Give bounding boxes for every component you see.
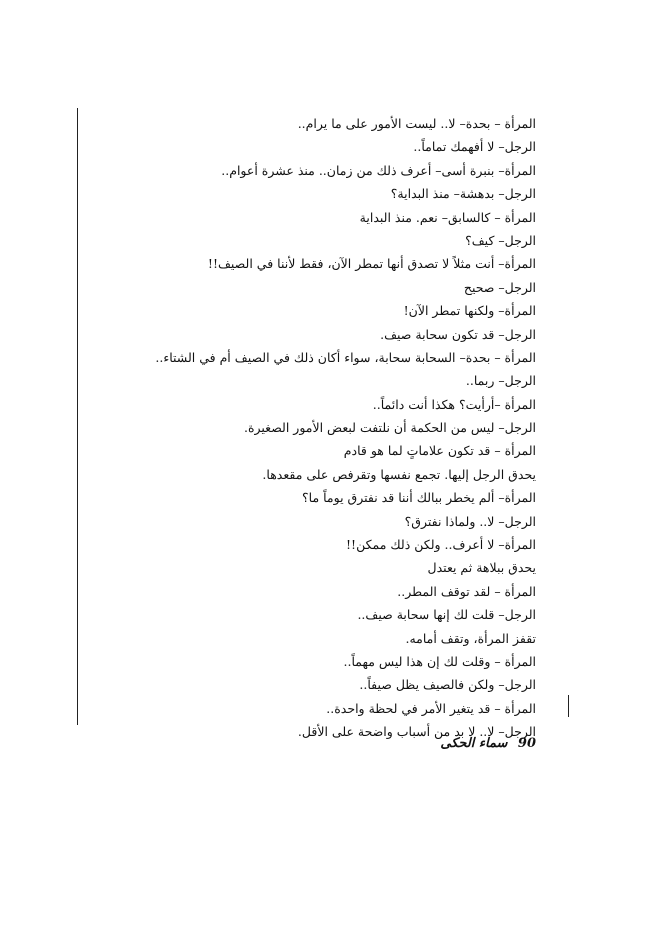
dialogue-line: المرأة – قد تكون علاماتٍ لما هو قادم (343, 443, 536, 459)
dialogue-line: المرأة– ألم يخطر ببالك أننا قد نفترق يوماً ما؟ (302, 490, 536, 506)
dialogue-line: المرأة– لا أعرف.. ولكن ذلك ممكن!! (346, 537, 536, 553)
page-number: 90 (517, 736, 536, 751)
dialogue-line: المرأة– بنبرة أسى– أعرف ذلك من زمان.. منذ عشرة أعوام.. (221, 162, 536, 178)
dialogue-line: المرأة– ولكنها تمطر الآن! (403, 303, 536, 319)
dialogue-line: الرجل– كيف؟ (465, 232, 536, 248)
dialogue-text (96, 112, 536, 744)
dialogue-line: المرأة – كالسابق– نعم. منذ البداية (359, 209, 536, 225)
margin-rule (77, 108, 78, 725)
dialogue-line: المرأة – بحدة– لا.. ليست الأمور على ما يرام.. (297, 116, 536, 131)
dialogue-line: المرأة –أرأيت؟ هكذا أنت دائماً.. (372, 396, 536, 412)
dialogue-line: الرجل– ليس من الحكمة أن نلتفت لبعض الأمور الصغيرة. (243, 420, 536, 436)
dialogue-line: الرجل– صحيح (463, 279, 536, 295)
dialogue-line: المرأة – وقلت لك إن هذا ليس مهماً.. (343, 653, 536, 669)
stage-direction: تقفز المرأة، وتقف أمامه. (405, 630, 536, 646)
dialogue-line: الرجل– لا.. لا بد من أسباب واضحة على الأقل. (297, 724, 536, 740)
dialogue-line: المرأة – بحدة– السحابة سحابة، سواء أكان ذلك في الصيف أم في الشتاء.. (155, 349, 536, 365)
dialogue-line: المرأة– أنت مثلاً لا تصدق أنها تمطر الآن، فقط لأننا في الصيف!! (207, 256, 536, 272)
margin-mark (568, 695, 569, 717)
running-title: سماء الحكى (440, 736, 508, 751)
stage-direction: يحدق الرجل إليها. تجمع نفسها وتقرفص على مقعدها. (262, 466, 536, 482)
stage-direction: يحدق ببلاهة ثم يعتدل (427, 560, 536, 576)
dialogue-line: الرجل– لا أفهمك تماماً.. (413, 139, 536, 155)
dialogue-line: المرأة – لقد توقف المطر.. (397, 583, 536, 599)
dialogue-line: الرجل– لا.. ولماذا نفترق؟ (404, 513, 536, 529)
dialogue-line: الرجل– بدهشة– منذ البداية؟ (390, 186, 536, 202)
dialogue-line: الرجل– قد تكون سحابة صيف. (380, 326, 536, 342)
dialogue-line: الرجل– ولكن فالصيف يظل صيفاً.. (359, 677, 536, 693)
dialogue-line: المرأة – قد يتغير الأمر في لحظة واحدة.. (326, 700, 536, 716)
page-footer (440, 736, 536, 751)
dialogue-line: الرجل– قلت لك إنها سحابة صيف.. (357, 607, 536, 623)
dialogue-line: الرجل– ربما.. (465, 373, 536, 389)
